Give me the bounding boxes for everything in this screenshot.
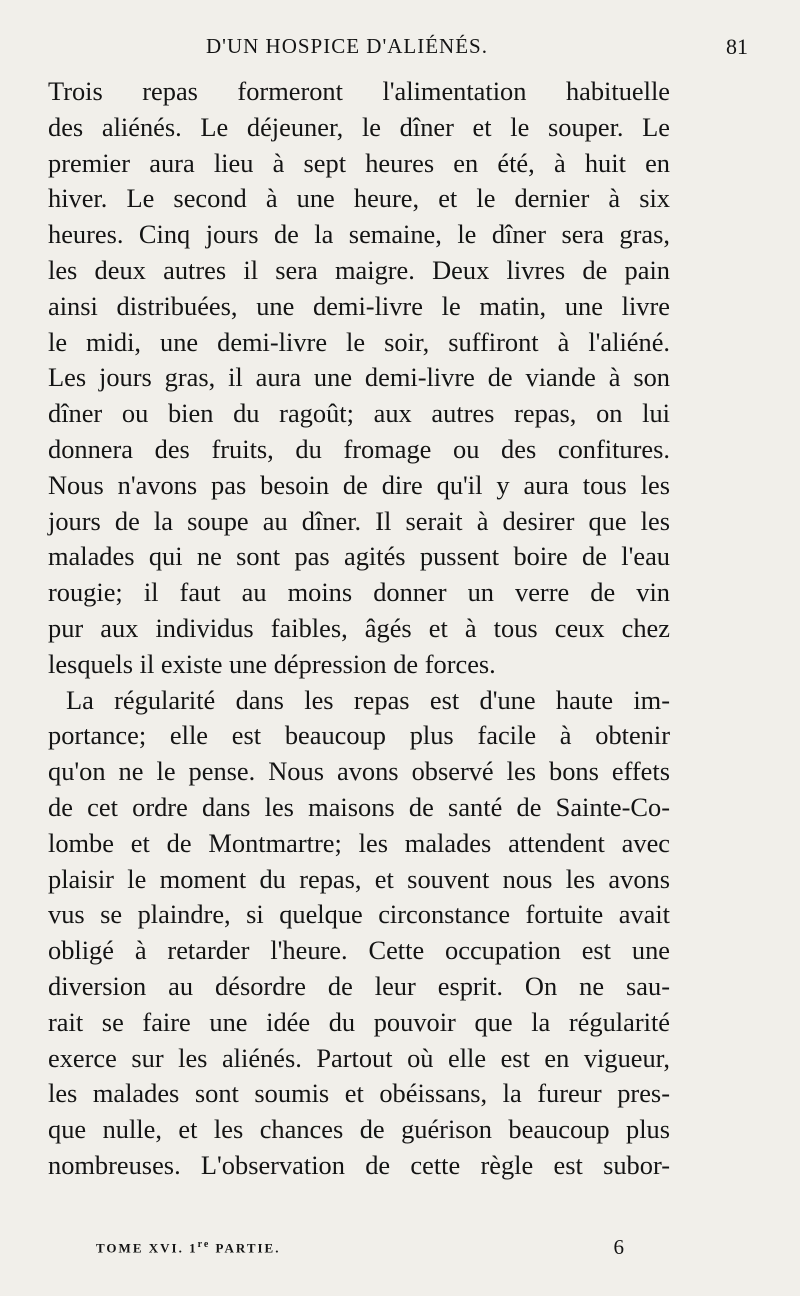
sheet-mark: 6 bbox=[613, 1235, 624, 1259]
signature-part-superscript: re bbox=[197, 1239, 211, 1250]
text-line: pur aux individus faibles, âgés et à tous ceux chez bbox=[48, 612, 670, 643]
text-line: premier aura lieu à sept heures en été, à huit en bbox=[48, 147, 670, 178]
signature-line bbox=[96, 1239, 280, 1256]
text-line: lesquels il existe une dépression de forces. bbox=[48, 648, 496, 679]
text-line: des aliénés. Le déjeuner, le dîner et le souper. Le bbox=[48, 111, 670, 142]
signature-part-number: 1 bbox=[189, 1240, 198, 1256]
page-footer bbox=[96, 1235, 624, 1265]
text-line: le midi, une demi-livre le soir, suffiront à l'aliéné. bbox=[48, 326, 670, 357]
text-line: nombreuses. L'observation de cette règle est subor- bbox=[48, 1149, 670, 1180]
text-line: heures. Cinq jours de la semaine, le dîner sera gras, bbox=[48, 219, 670, 250]
body-text bbox=[48, 74, 670, 1184]
text-line: que nulle, et les chances de guérison beaucoup plus bbox=[48, 1114, 670, 1145]
text-line: de cet ordre dans les maisons de santé de Sainte-Co- bbox=[48, 791, 670, 822]
text-line: obligé à retarder l'heure. Cette occupation est une bbox=[48, 935, 670, 966]
text-line: portance; elle est beaucoup plus facile à obtenir bbox=[48, 720, 670, 751]
text-line: exerce sur les aliénés. Partout où elle est en vigueur, bbox=[48, 1042, 670, 1073]
text-line: les deux autres il sera maigre. Deux livres de pain bbox=[48, 254, 670, 285]
signature-volume: TOME XVI. bbox=[96, 1240, 184, 1256]
signature-part-word: PARTIE. bbox=[215, 1240, 281, 1256]
text-line: rougie; il faut au moins donner un verre de vin bbox=[48, 577, 670, 608]
page-number: 81 bbox=[726, 34, 748, 59]
text-line: Trois repas formeront l'alimentation habituelle bbox=[48, 76, 670, 106]
text-line: ainsi distribuées, une demi-livre le matin, une livre bbox=[48, 290, 670, 321]
text-line: qu'on ne le pense. Nous avons observé les bons effets bbox=[48, 756, 670, 787]
text-line: Les jours gras, il aura une demi-livre de viande à son bbox=[48, 362, 670, 393]
text-line: vus se plaindre, si quelque circonstance fortuite avait bbox=[48, 899, 670, 930]
text-line: Nous n'avons pas besoin de dire qu'il y aura tous les bbox=[48, 469, 670, 500]
text-line: La régularité dans les repas est d'une haute im- bbox=[66, 684, 670, 715]
text-line: diversion au désordre de leur esprit. On ne sau- bbox=[48, 970, 670, 1001]
running-title: D'UN HOSPICE D'ALIÉNÉS. bbox=[206, 34, 488, 58]
text-line: lombe et de Montmartre; les malades attendent avec bbox=[48, 827, 670, 858]
running-head bbox=[48, 30, 748, 70]
text-line: malades qui ne sont pas agités pussent boire de l'eau bbox=[48, 541, 670, 572]
text-line: hiver. Le second à une heure, et le dernier à six bbox=[48, 183, 670, 214]
text-line: plaisir le moment du repas, et souvent nous les avons bbox=[48, 863, 670, 894]
text-line: rait se faire une idée du pouvoir que la régularité bbox=[48, 1006, 670, 1037]
text-line: dîner ou bien du ragoût; aux autres repas, on lui bbox=[48, 398, 670, 429]
text-line: les malades sont soumis et obéissans, la fureur pres- bbox=[48, 1078, 670, 1109]
text-line: jours de la soupe au dîner. Il serait à desirer que les bbox=[48, 505, 670, 536]
text-line: donnera des fruits, du fromage ou des confitures. bbox=[48, 433, 670, 464]
